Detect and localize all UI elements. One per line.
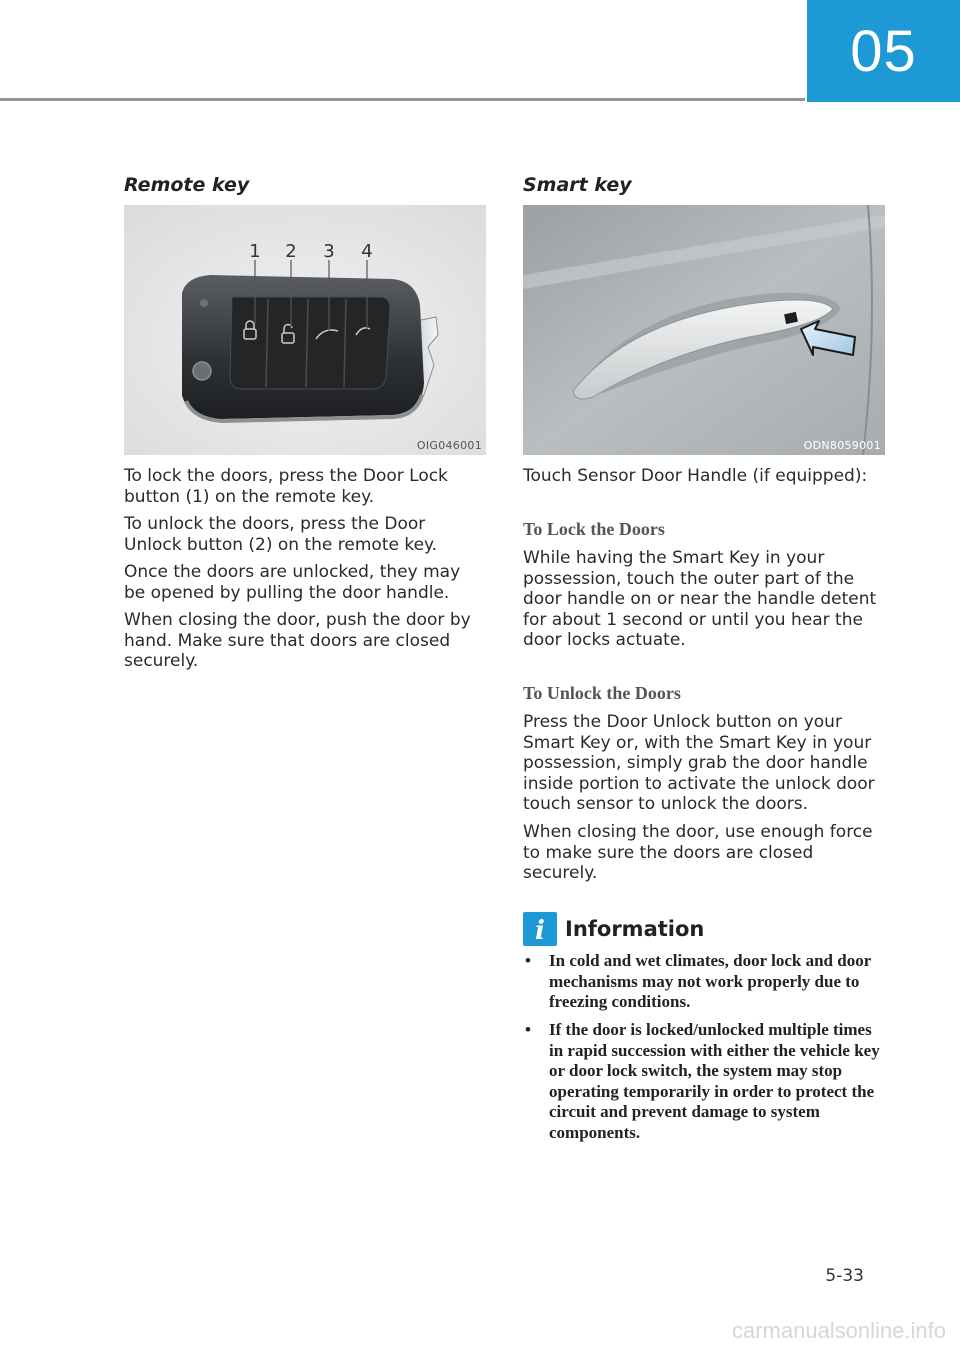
page-number: 5-33: [825, 1266, 864, 1286]
closing-text: When closing the door, use enough force to make sure the doors are closed securely.: [523, 822, 873, 883]
remote-key-figure: [124, 205, 486, 455]
info-bullet-text: In cold and wet climates, door lock and door mechanisms may not work properly due to freezing conditions.: [549, 951, 871, 1011]
door-handle-illustration: [523, 205, 885, 455]
remote-key-illustration: [124, 205, 486, 455]
callout-2: 2: [285, 241, 297, 262]
remote-key-title: Remote key: [124, 174, 250, 196]
chapter-tab: 05: [807, 0, 960, 102]
info-bullet-text: If the door is locked/unlocked multiple times in rapid succession with either the vehicle key or door lock switch, the system may stop operating temporarily in order to protect the circuit and prevent damage to system components.: [549, 1020, 880, 1142]
callout-4: 4: [361, 241, 373, 262]
figure-code: ODN8059001: [803, 439, 881, 452]
information-label: Information: [565, 917, 705, 941]
info-bullet: [525, 1020, 885, 1143]
smart-key-figure: [523, 205, 885, 455]
lock-doors-heading: To Lock the Doors: [523, 519, 665, 539]
smart-key-title: Smart key: [523, 174, 632, 196]
information-header: [523, 912, 704, 946]
watermark: carmanualsonline.info: [731, 1318, 946, 1343]
bullet-dot: •: [525, 1020, 531, 1039]
bullet-dot: •: [525, 951, 531, 970]
unlock-doors-heading: To Unlock the Doors: [523, 683, 681, 703]
callout-3: 3: [323, 241, 335, 262]
svg-text:i: i: [535, 916, 545, 946]
unlock-doors-text: Press the Door Unlock button on your Smart Key or, with the Smart Key in your possession, simply grab the door handle inside portion to activate the unlock door touch sensor to unlock the doors.: [523, 712, 875, 814]
header-rule: [0, 98, 805, 101]
paragraph-close: When closing the door, push the door by hand. Make sure that doors are closed securely.: [124, 610, 471, 671]
smart-key-intro: Touch Sensor Door Handle (if equipped):: [523, 466, 868, 486]
paragraph-unlock: To unlock the doors, press the Door Unlock button (2) on the remote key.: [124, 514, 438, 555]
paragraph-lock: To lock the doors, press the Door Lock button (1) on the remote key.: [124, 466, 448, 507]
info-bullet: [525, 951, 885, 1013]
lock-doors-text: While having the Smart Key in your possession, touch the outer part of the door handle on or near the handle detent for about 1 second or until you hear the door locks actuate.: [523, 548, 877, 650]
figure-code: OIG046001: [416, 439, 482, 452]
info-icon: [523, 912, 557, 946]
paragraph-open: Once the doors are unlocked, they may be opened by pulling the door handle.: [124, 562, 461, 603]
callout-1: 1: [249, 241, 261, 262]
